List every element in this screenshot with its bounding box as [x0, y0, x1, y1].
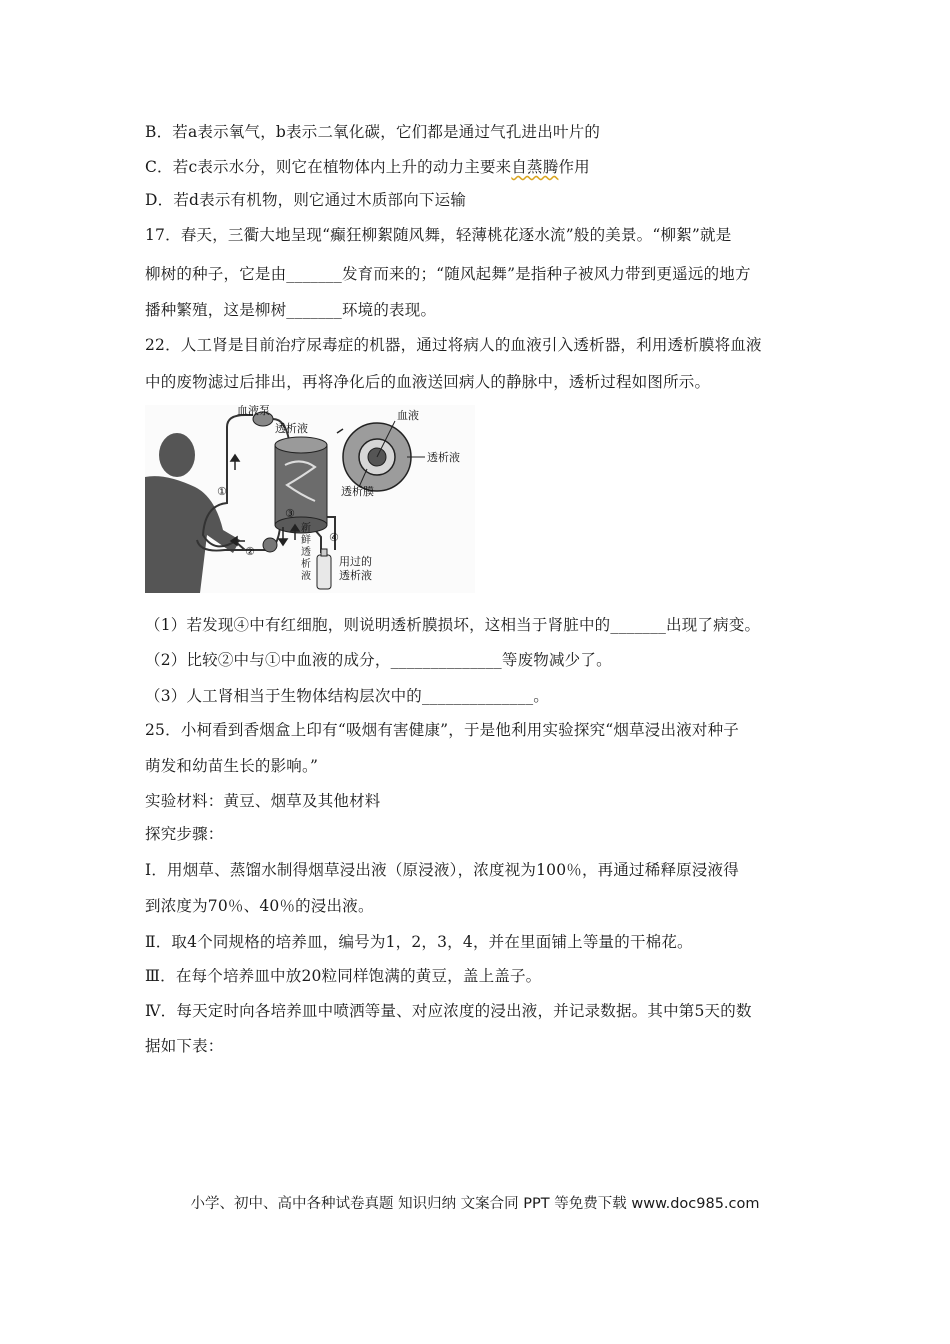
page-footer: 小学、初中、高中各种试卷真题 知识归纳 文案合同 PPT 等免费下载 www.doc985.com	[190, 1196, 760, 1212]
q25-line-4: 探究步骤：	[145, 825, 224, 843]
blood-label: 血液	[397, 409, 419, 422]
q17-line-1: 17．春天，三衢大地呈现“癫狂柳絮随风舞，轻薄桃花逐水流”般的美景。“柳絮”就是	[145, 226, 732, 244]
q17-line-3: 播种繁殖，这是柳树_______环境的表现。	[145, 301, 437, 319]
q25-step-4a: Ⅳ．每天定时向各培养皿中喷洒等量、对应浓度的浸出液，并记录数据。其中第5天的数	[145, 1002, 752, 1020]
fresh-label-3: 透	[301, 547, 311, 558]
marker-2: ②	[245, 545, 255, 558]
q25-step-1a: Ⅰ．用烟草、蒸馏水制得烟草浸出液（原浸液），浓度视为100％，再通过稀释原浸液得	[145, 861, 739, 879]
q17-line-2: 柳树的种子，它是由_______发育而来的；“随风起舞”是指种子被风力带到更遥远的地方	[145, 265, 751, 283]
dialysate-label: 透析液	[275, 422, 308, 435]
q22-sub-1: （1）若发现④中有红细胞，则说明透析膜损坏，这相当于肾脏中的_______出现了病变。	[145, 616, 761, 634]
option-b: B．若a表示氧气，b表示二氧化碳，它们都是通过气孔进出叶片的	[145, 123, 601, 141]
q22-sub-2: （2）比较②中与①中血液的成分，______________等废物减少了。	[145, 651, 612, 669]
q25-line-1: 25．小柯看到香烟盒上印有“吸烟有害健康”，于是他利用实验探究“烟草浸出液对种子	[145, 721, 739, 739]
option-c	[145, 155, 590, 177]
q25-step-3: Ⅲ．在每个培养皿中放20粒同样饱满的黄豆，盖上盖子。	[145, 967, 542, 985]
q22-line-1: 22．人工肾是目前治疗尿毒症的机器，通过将病人的血液引入透析器，利用透析膜将血液	[145, 336, 762, 354]
q22-line-2: 中的废物滤过后排出，再将净化后的血液送回病人的静脉中，透析过程如图所示。	[145, 373, 711, 391]
pump-label: 血液泵	[237, 405, 270, 417]
q25-step-2: Ⅱ．取4个同规格的培养皿，编号为1，2，3，4，并在里面铺上等量的干棉花。	[145, 933, 693, 951]
marker-3: ③	[285, 507, 295, 520]
option-d: D．若d表示有机物，则它通过木质部向下运输	[145, 191, 467, 209]
dialysate-right-label: 透析液	[427, 451, 460, 464]
option-c-marked: 自蒸腾	[511, 158, 559, 176]
fresh-label-4: 析	[301, 559, 311, 570]
dialyzer	[275, 437, 327, 533]
q25-step-4b: 据如下表：	[145, 1037, 224, 1055]
dialysis-figure	[145, 405, 475, 593]
option-c-end: 作用	[558, 158, 590, 176]
q25-line-3: 实验材料：黄豆、烟草及其他材料	[145, 792, 381, 810]
fresh-label-5: 液	[301, 571, 311, 582]
membrane-label: 透析膜	[341, 485, 374, 498]
marker-4: ④	[329, 531, 339, 544]
option-c-text: C．若c表示水分，则它在植物体内上升的动力主要来	[145, 158, 512, 176]
used-dialysate-bottle	[317, 549, 331, 589]
q25-line-2: 萌发和幼苗生长的影响。”	[145, 757, 319, 775]
fresh-label-1: 新	[301, 523, 311, 534]
q22-sub-3: （3）人工肾相当于生物体结构层次中的______________。	[145, 687, 549, 705]
marker-1: ①	[217, 485, 227, 498]
fresh-label-2: 鲜	[301, 535, 311, 546]
used-label-1: 用过的	[339, 555, 372, 568]
q25-step-1b: 到浓度为70％、40％的浸出液。	[145, 897, 374, 915]
used-label-2: 透析液	[339, 569, 372, 582]
